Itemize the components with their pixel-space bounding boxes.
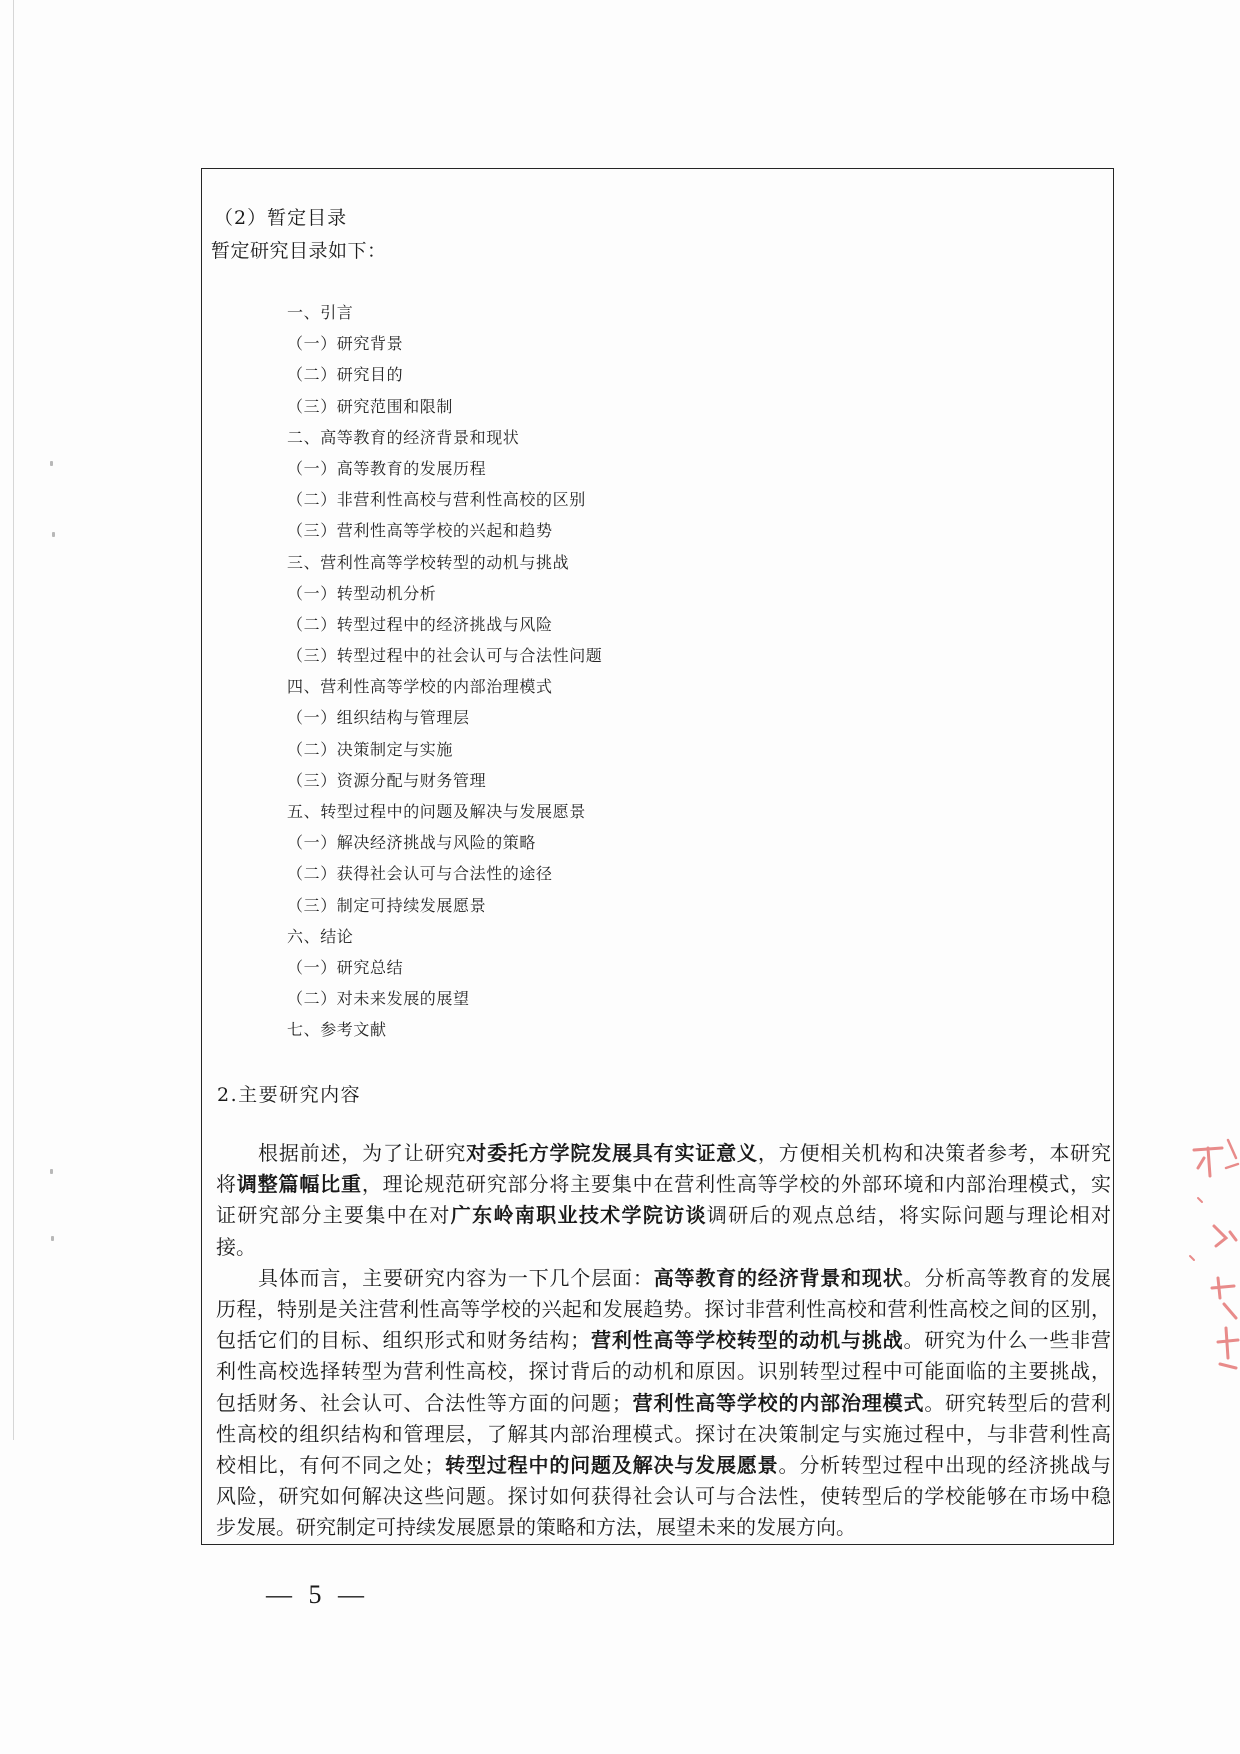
paragraph-line <box>216 1356 1111 1387</box>
text-run: 性高校的组织结构和管理层，了解其内部治理模式。探讨在决策制定与实施过程中，与非营利性高 <box>216 1421 1111 1446</box>
toc-section: （二）获得社会认可与合法性的途径 <box>287 864 553 884</box>
toc-section: （三）制定可持续发展愿景 <box>287 895 487 915</box>
text-run: 包括财务、社会认可、合法性等方面的问题； <box>216 1390 632 1415</box>
toc-section: （一）组织结构与管理层 <box>287 708 470 728</box>
text-run: 步发展。研究制定可持续发展愿景的策略和方法，展望未来的发展方向。 <box>216 1515 856 1540</box>
toc-chapter: 二、高等教育的经济背景和现状 <box>287 427 520 447</box>
seal-stroke <box>1226 1140 1238 1168</box>
toc-chapter: 五、转型过程中的问题及解决与发展愿景 <box>287 802 586 821</box>
page-number: — 5 — <box>266 1580 369 1609</box>
scan-speck <box>50 1169 53 1174</box>
bold-phrase: 广东岭南职业技术学院访谈 <box>450 1203 707 1228</box>
toc-chapter: 四、营利性高等学校的内部治理模式 <box>287 677 553 697</box>
red-seal-stamp <box>1178 1128 1240 1390</box>
paragraph-line <box>216 1419 1111 1450</box>
paragraph-line <box>216 1450 1111 1481</box>
seal-stroke <box>1194 1148 1222 1176</box>
seal-stroke <box>1214 1226 1236 1246</box>
text-run: 风险，研究如何解决这些问题。探讨如何获得社会认可与合法性，使转型后的学校能够在市场中稳 <box>216 1484 1111 1509</box>
seal-stroke <box>1218 1328 1238 1368</box>
bold-phrase: 对委托方学院发展具有实证意义 <box>466 1141 758 1165</box>
text-run: 接。 <box>216 1234 256 1259</box>
toc-chapter: 一、引言 <box>287 303 354 322</box>
text-run: 历程，特别是关注营利性高等学校的兴起和发展趋势。探讨非营利性高校和营利性高校之间的区别， <box>216 1296 1111 1321</box>
seal-stroke <box>1212 1278 1236 1318</box>
scan-speck <box>52 532 55 537</box>
toc-section: （一）转型动机分析 <box>287 583 437 603</box>
bold-phrase: 营利性高等学校转型的动机与挑战 <box>590 1328 904 1353</box>
text-run: 根据前述，为了让研究 <box>258 1141 467 1165</box>
scan-edge-line <box>13 0 14 1440</box>
paragraph <box>216 1263 1111 1544</box>
text-run: ，方便相关机构和决策者参考，本研究 <box>757 1141 1111 1165</box>
paragraph-line <box>216 1263 1111 1294</box>
subheading-draft-contents: （2）暂定目录 <box>214 207 348 229</box>
toc-section: （二）转型过程中的经济挑战与风险 <box>287 614 553 634</box>
scan-speck <box>50 461 53 466</box>
text-run: 校相比，有何不同之处； <box>216 1452 445 1477</box>
bold-phrase: 转型过程中的问题及解决与发展愿景 <box>444 1452 779 1477</box>
bold-phrase: 营利性高等学校的内部治理模式 <box>631 1390 925 1415</box>
toc-chapter: 六、结论 <box>287 926 354 946</box>
text-run: 将 <box>216 1172 237 1197</box>
text-run: 。分析转型过程中出现的经济挑战与 <box>778 1452 1111 1477</box>
paragraph-line <box>216 1232 1111 1263</box>
paragraph <box>216 1138 1111 1263</box>
paragraph-line <box>216 1325 1111 1356</box>
bold-phrase: 高等教育的经济背景和现状 <box>653 1265 904 1290</box>
toc-section: （一）高等教育的发展历程 <box>287 458 487 478</box>
toc-chapter: 七、参考文献 <box>287 1020 387 1040</box>
toc-chapter: 三、营利性高等学校转型的动机与挑战 <box>287 552 570 572</box>
text-run: 。研究为什么一些非营 <box>903 1328 1111 1353</box>
text-run: 具体而言，主要研究内容为一下几个层面： <box>258 1265 654 1290</box>
toc-section: （三）研究范围和限制 <box>287 396 454 416</box>
toc-section: （一）解决经济挑战与风险的策略 <box>287 833 537 853</box>
paragraph-line <box>216 1138 1111 1169</box>
toc-section: （二）决策制定与实施 <box>287 739 454 759</box>
text-run: ，理论规范研究部分将主要集中在营利性高等学校的外部环境和内部治理模式，实 <box>361 1172 1111 1197</box>
text-run: 证研究部分主要集中在对 <box>216 1203 451 1228</box>
contents-intro: 暂定研究目录如下： <box>211 240 387 262</box>
text-run: 。研究转型后的营利 <box>924 1390 1111 1415</box>
paragraph-line <box>216 1481 1111 1512</box>
paragraph-line <box>216 1294 1111 1325</box>
text-run: 。分析高等教育的发展 <box>903 1265 1111 1290</box>
paragraph-line <box>216 1200 1111 1231</box>
toc-section: （三）营利性高等学校的兴起和趋势 <box>287 521 553 541</box>
text-run: 包括它们的目标、组织形式和财务结构； <box>216 1328 591 1353</box>
toc-section: （二）非营利性高校与营利性高校的区别 <box>287 490 586 510</box>
paragraph-line <box>216 1512 1111 1543</box>
toc-section: （二）对未来发展的展望 <box>287 989 470 1009</box>
toc-section: （三）资源分配与财务管理 <box>287 770 487 790</box>
text-run: 利性高校选择转型为营利性高校，探讨背后的动机和原因。识别转型过程中可能面临的主要挑战， <box>216 1359 1111 1384</box>
toc-section: （二）研究目的 <box>287 365 404 385</box>
body-text <box>216 1138 1111 1543</box>
table-of-contents <box>287 297 707 1046</box>
bold-phrase: 调整篇幅比重 <box>236 1172 362 1197</box>
text-run: 调研后的观点总结，将实际问题与理论相对 <box>706 1203 1111 1228</box>
scan-speck <box>51 1236 54 1241</box>
seal-stroke <box>1190 1198 1202 1260</box>
toc-section: （一）研究总结 <box>287 957 404 977</box>
toc-section: （一）研究背景 <box>287 334 404 354</box>
paragraph-line <box>216 1169 1111 1200</box>
toc-section: （三）转型过程中的社会认可与合法性问题 <box>287 646 603 666</box>
section-heading-main-content: 2.主要研究内容 <box>217 1084 362 1106</box>
paragraph-line <box>216 1388 1111 1419</box>
